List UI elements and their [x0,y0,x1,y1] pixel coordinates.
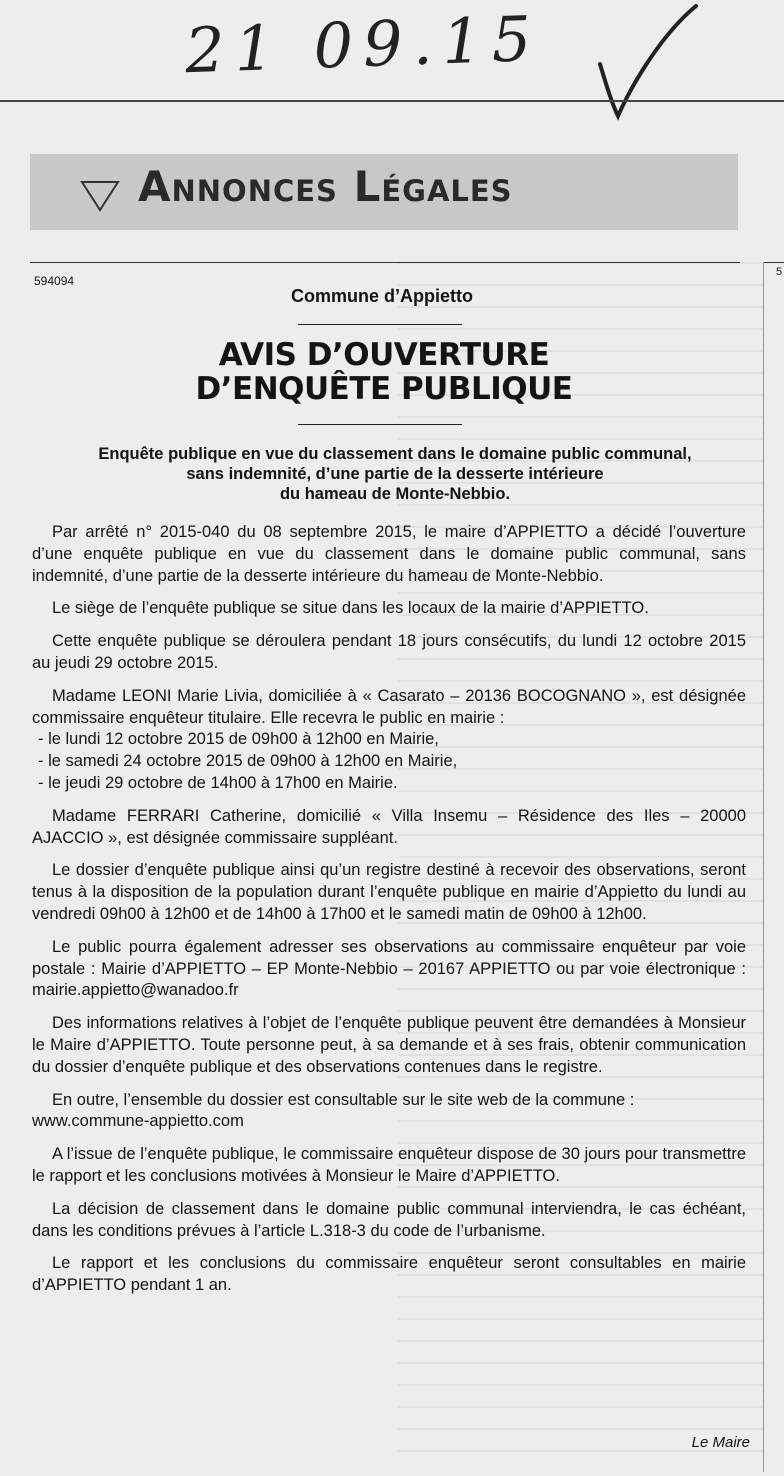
notice-title-line2: D’ENQUÊTE PUBLIQUE [195,371,573,407]
paragraph-observations: Le public pourra également adresser ses observations au commissaire enquêteur par voie postale : Mairie d’APPIETTO – EP Monte-Nebbio – 20167 APPIETTO ou par voie électronique : mairie.appietto@wanadoo.fr [32,937,746,1000]
notice-title [0,338,768,406]
paragraph-informations: Des informations relatives à l’objet de l’enquête publique peuvent être demandées à Monsieur le Maire d’APPIETTO. Toute personne peut, à sa demande et à ses frais, obtenir communication du dossier d’enquête publique et des observations contenues dans le registre. [32,1014,746,1076]
checkmark-icon [592,4,702,124]
adjacent-column-ref: 5 [776,266,783,278]
column-divider [763,262,764,1472]
paragraph-duree: Cette enquête publique se déroulera pendant 18 jours consécutifs, du lundi 12 octobre 2015 au jeudi 29 octobre 2015. [32,632,746,672]
header-rule [0,100,784,102]
site-web-url: www.commune-appietto.com [32,1112,244,1131]
paragraph-consultation: Le rapport et les conclusions du commissaire enquêteur seront consultables en mairie d’APPIETTO pendant 1 an. [32,1254,746,1295]
handwritten-date: 21 09.15 [183,1,543,88]
paragraph-arrete: Par arrêté n° 2015-040 du 08 septembre 2015, le maire d’APPIETTO a décidé l’ouverture d’une enquête publique en vue du classement dans le domaine public communal, sans indemnité, d’une partie de la desserte intérieure du hameau de Monte-Nebbio. [32,523,746,585]
column-rule [30,262,740,263]
paragraph-site-web [32,1090,746,1134]
notice-title-line1: AVIS D’OUVERTURE [218,337,550,373]
paragraph-dossier: Le dossier d’enquête publique ainsi qu’un registre destiné à recevoir des observations, seront tenus à la disposition de la population durant l’enquête publique en mairie d’Appietto du lundi au vendredi 09h00 à 12h00 et de 14h00 à 17h00 et le samedi matin de 09h00 à 12h00. [32,861,746,923]
notice-body [32,522,746,1308]
paragraph-decision: La décision de classement dans le domaine public communal interviendra, le cas échéant, dans les conditions prévues à l’article L.318-3 du code de l’urbanisme. [32,1199,746,1240]
adjacent-column-rule [764,262,784,263]
paragraph-siege: Le siège de l’enquête publique se situe dans les locaux de la mairie d’APPIETTO. [52,599,649,618]
paragraph-suppleant: Madame FERRARI Catherine, domicilié « Villa Insemu – Résidence des Iles – 20000 AJACCIO », est désignée commissaire suppléant. [32,806,746,847]
signature: Le Maire [691,1434,750,1451]
section-title: Annonces Légales [138,162,513,211]
title-rule-bottom [298,424,462,425]
list-item: - le lundi 12 octobre 2015 de 09h00 à 12h00 en Mairie, [38,730,439,749]
subject-line3: du hameau de Monte-Nebbio. [279,485,511,503]
commune-heading: Commune d’Appietto [291,286,473,306]
list-item: - le samedi 24 octobre 2015 de 09h00 à 12h00 en Mairie, [38,752,458,771]
subject-line2: sans indemnité, d’une partie de la desserte intérieure [186,465,604,483]
subject-line1: Enquête publique en vue du classement dans le domaine public communal, [98,445,692,463]
title-rule-top [298,324,462,325]
list-item: - le jeudi 29 octobre de 14h00 à 17h00 en Mairie. [38,773,398,792]
permanence-list [32,729,746,794]
notice-subject [30,444,760,504]
paragraph-rapport-delai: A l’issue de l’enquête publique, le commissaire enquêteur dispose de 30 jours pour transmettre le rapport et les conclusions motivées à Monsieur le Maire d’APPIETTO. [32,1145,746,1185]
paragraph-commissaire: Madame LEONI Marie Livia, domiciliée à « Casarato – 20136 BOCOGNANO », est désignée commissaire enquêteur titulaire. Elle recevra le public en mairie : [32,686,746,727]
site-web-text: En outre, l’ensemble du dossier est consultable sur le site web de la commune : [52,1090,635,1109]
triangle-down-icon [80,180,120,212]
notice-reference: 594094 [34,274,75,288]
